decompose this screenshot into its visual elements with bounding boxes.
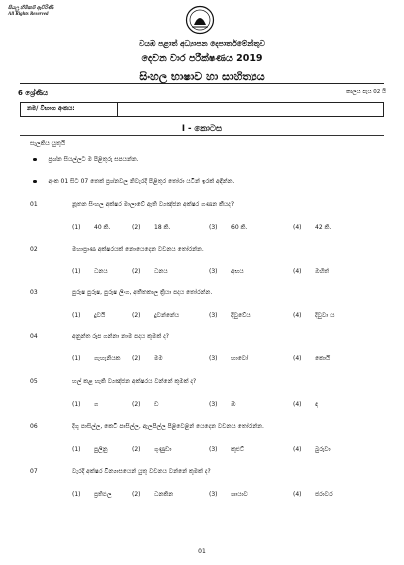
option-3[interactable]: (3) අභය bbox=[209, 268, 244, 275]
question-text: නූතන සිංහල අක්ෂර මාලාවේ ඇති ව්‍යඤ්ජන අක්ෂර ගණන කීයද? bbox=[72, 201, 235, 208]
option-1[interactable]: (1) ගැහැනියක bbox=[72, 355, 121, 362]
option-4[interactable]: (4) 42 කි. bbox=[293, 224, 332, 231]
option-3[interactable]: (3) හාවෝ bbox=[209, 355, 249, 362]
option-4[interactable]: (4) දිවුවා ය bbox=[293, 312, 335, 319]
instruction-2: අංක 01 සිට 07 තෙක් ප්‍රශ්නවල නිවැරදි පිළිතුර තෝරා යටින් ඉරක් අඳින්න. bbox=[33, 178, 234, 186]
option-4[interactable]: (4) ඳ bbox=[293, 401, 319, 408]
bullet-icon bbox=[33, 158, 37, 162]
option-3[interactable]: (3) 60 කි. bbox=[209, 224, 248, 231]
option-1[interactable]: (1) 40 කි. bbox=[72, 224, 111, 231]
question-text: මහාප්‍රාණ අක්ෂරයක් නොයෙදෙන වචනය තෝරන්න. bbox=[72, 246, 204, 253]
option-4[interactable]: (4) කොයි bbox=[293, 355, 331, 362]
option-2[interactable]: (2) ඩ bbox=[132, 401, 159, 408]
rights-sinhala: සියලු හිමිකම් ඇවිරිණි bbox=[8, 6, 54, 11]
subject-title: සිංහල භාෂාව හා සාහිත්‍යය bbox=[139, 70, 265, 83]
option-2[interactable]: (2) ධනය bbox=[132, 268, 168, 275]
question-text: වැරදි අක්ෂර වින්‍යාසයෙන් යුතු වචනය වන්නේ කුමක් ද? bbox=[72, 468, 211, 475]
exam-page: සියලු හිමිකම් ඇවිරිණි All Rights Reserved වයඹ පළාත් අධ්‍යාපන දෙපාර්තමේන්තුව දෙවන වාර පරීක්ෂණය 2019 සිංහල භාෂාව හා සාහිත්‍යය 6 ශ්‍රේණිය කාලය පැය 02 යි නම/ විභාග අංකය: I - කොටස සැලකිය යුතුයි ප්‍රශ්න සියල්ලට ම පිළිතුරු සපයන්න. අංක 01 සිට 07 තෙක් ප්‍රශ්නවල නිවැරදි පිළිතුර තෝරා යටින් ඉරක් අඳින්න. 01 නූතන සිංහල අක්ෂර මාලාවේ ඇති ව්‍යඤ්ජන අක්ෂර ගණන කීයද? (1) 40 කි. (2) 18 කි. (3) 60 කි. (4) 42 කි. 02 මහාප්‍රාණ අක්ෂරයක් නොයෙදෙන වචනය තෝරන්න. (1) ධනය (2) ධනය (3) අභය (4) ඔහිත් 03 පුරුෂ පුරුෂ, පුරුෂ ලිංග, අතීතකාල ක්‍රියා පදය තෝරන්න. (1) දුවයි (2) දුවන්නේය (3) දිවුවේය (4) දිවුවා ය 04 අනුන්ත රූප ගන්නා නාම පදය කුමක් ද? (1) ගැහැනියක (2) මම (3) හාවෝ (4) කොයි 05 හල් කළ හැකි ව්‍යඤ්ජන අක්ෂරය වන්නේ කුමක් ද? (1) ග (2) ඩ (3) ඹ (4) ඳ 06 දිගු පාසිල්ල, කෙටි පාසිල්ල, ඇලපිල්ල පිළිවෙළින් යෙදෙන වචනය තෝරන්න. (1) පුලිනු (2) ගුණුඩා (3) කුළුට් (4) බුරුවා 07 වැරදි අක්ෂර වින්‍යාසයෙන් යුතු වචනය වන්නේ කුමක් ද? (1) ප්‍රතිඵල (2) ධනකින (3) ශායාව (4) ජරාවර 01 bbox=[0, 0, 404, 565]
option-2[interactable]: (2) දුවන්නේය bbox=[132, 312, 180, 319]
question-text: පුරුෂ පුරුෂ, පුරුෂ ලිංග, අතීතකාල ක්‍රියා පදය තෝරන්න. bbox=[72, 289, 213, 296]
option-3[interactable]: (3) දිවුවේය bbox=[209, 312, 251, 319]
rights-notice bbox=[8, 6, 53, 18]
department-title: වයඹ පළාත් අධ්‍යාපන දෙපාර්තමේන්තුව bbox=[139, 39, 265, 48]
option-3[interactable]: (3) ශායාව bbox=[209, 491, 248, 498]
time-label: කාලය පැය 02 යි bbox=[346, 89, 386, 95]
name-index-box[interactable] bbox=[20, 102, 384, 117]
option-3[interactable]: (3) ඹ bbox=[209, 401, 236, 408]
instruction-1: ප්‍රශ්න සියල්ලට ම පිළිතුරු සපයන්න. bbox=[33, 156, 139, 164]
option-2[interactable]: (2) මම bbox=[132, 355, 163, 362]
option-4[interactable]: (4) ඔහිත් bbox=[293, 268, 330, 275]
option-3[interactable]: (3) කුළුට් bbox=[209, 446, 245, 453]
page-number: 01 bbox=[198, 548, 206, 555]
option-2[interactable]: (2) 18 කි. bbox=[132, 224, 171, 231]
note-heading: සැලකිය යුතුයි bbox=[30, 140, 66, 147]
bullet-icon bbox=[33, 180, 37, 184]
rights-english: All Rights Reserved bbox=[8, 12, 49, 17]
section-title: I - කොටස bbox=[181, 124, 223, 134]
section-divider bbox=[20, 135, 384, 136]
option-4[interactable]: (4) බුරුවා bbox=[293, 446, 331, 453]
name-index-label: නම/ විභාග අංකය: bbox=[21, 103, 118, 116]
option-1[interactable]: (1) ග bbox=[72, 401, 99, 408]
option-2[interactable]: (2) ගුණුඩා bbox=[132, 446, 172, 453]
option-2[interactable]: (2) ධනකින bbox=[132, 491, 174, 498]
question-text: හල් කළ හැකි ව්‍යඤ්ජන අක්ෂරය වන්නේ කුමක් ද? bbox=[72, 378, 197, 385]
option-1[interactable]: (1) දුවයි bbox=[72, 312, 106, 319]
option-1[interactable]: (1) පුලිනු bbox=[72, 446, 108, 453]
provincial-crest-icon bbox=[185, 5, 215, 35]
option-1[interactable]: (1) ධනය bbox=[72, 268, 108, 275]
question-text: අනුන්ත රූප ගන්නා නාම පදය කුමක් ද? bbox=[72, 333, 169, 340]
option-1[interactable]: (1) ප්‍රතිඵල bbox=[72, 491, 112, 498]
exam-title: දෙවන වාර පරීක්ෂණය 2019 bbox=[141, 53, 263, 64]
grade-label: 6 ශ්‍රේණිය bbox=[18, 89, 48, 97]
option-4[interactable]: (4) ජරාවර bbox=[293, 491, 333, 498]
question-text: දිගු පාසිල්ල, කෙටි පාසිල්ල, ඇලපිල්ල පිළිවෙළින් යෙදෙන වචනය තෝරන්න. bbox=[72, 423, 264, 430]
